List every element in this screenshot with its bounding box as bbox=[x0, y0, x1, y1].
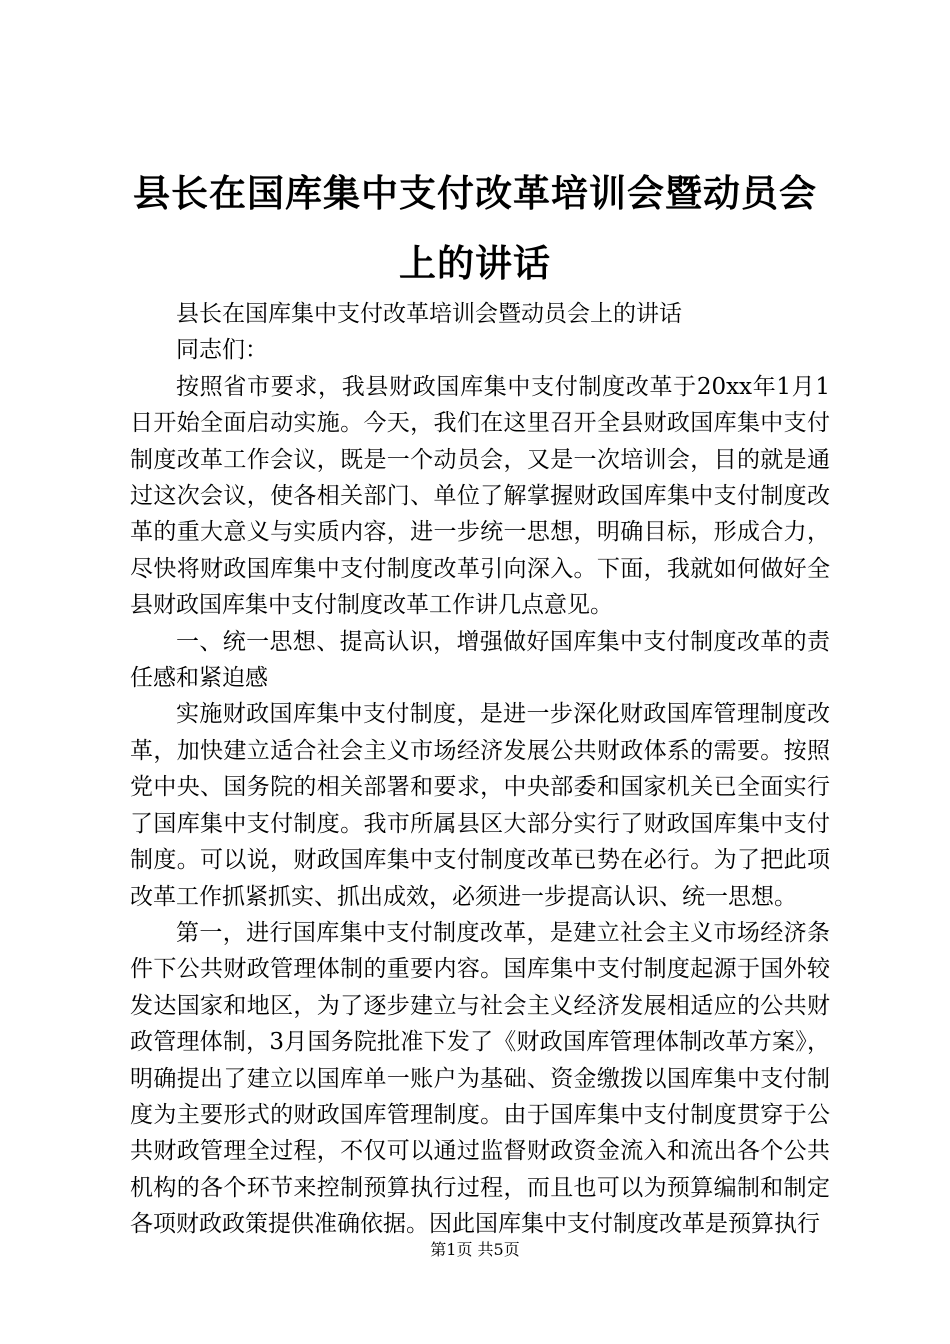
page-number-footer: 第1页 共5页 bbox=[430, 1240, 520, 1259]
paragraph: 第一，进行国库集中支付制度改革，是建立社会主义市场经济条件下公共财政管理体制的重要内容。国库集中支付制度起源于国外较发达国家和地区，为了逐步建立与社会主义经济发展相适应的公共财政管理体制，3月国务院批准下发了《财政国库管理体制改革方案》，明确提出了建立以国库单一账户为基础、资金缴拨以国库集中支付制度为主要形式的财政国库管理制度。由于国库集中支付制度贯穿于公共财政管理全过程，不仅可以通过监督财政资金流入和流出各个公共机构的各个环节来控制预算执行过程，而且也可以为预算编制和制定各项财政政策提供准确依据。因此国库集中支付制度改革是预算执行 bbox=[130, 919, 830, 1238]
paragraph: 按照省市要求，我县财政国库集中支付制度改革于20xx年1月1日开始全面启动实施。今天，我们在这里召开全县财政国库集中支付制度改革工作会议，既是一个动员会，又是一次培训会，目的就是通过这次会议，使各相关部门、单位了解掌握财政国库集中支付制度改革的重大意义与实质内容，进一步统一思想，明确目标，形成合力，尽快将财政国库集中支付制度改革引向深入。下面，我就如何做好全县财政国库集中支付制度改革工作讲几点意见。 bbox=[130, 373, 830, 619]
document-body bbox=[130, 296, 830, 1243]
salutation: 同志们： bbox=[176, 337, 268, 364]
section-heading: 一、统一思想、提高认识，增强做好国库集中支付制度改革的责任感和紧迫感 bbox=[130, 628, 830, 692]
document-subtitle: 县长在国库集中支付改革培训会暨动员会上的讲话 bbox=[176, 301, 682, 327]
paragraph: 实施财政国库集中支付制度，是进一步深化财政国库管理制度改革，加快建立适合社会主义市场经济发展公共财政体系的需要。按照党中央、国务院的相关部署和要求，中央部委和国家机关已全面实行了国库集中支付制度。我市所属县区大部分实行了财政国库集中支付制度。可以说，财政国库集中支付制度改革已势在必行。为了把此项改革工作抓紧抓实、抓出成效，必须进一步提高认识、统一思想。 bbox=[130, 701, 830, 910]
document-title: 县长在国库集中支付改革培训会暨动员会上的讲话 bbox=[133, 171, 817, 285]
